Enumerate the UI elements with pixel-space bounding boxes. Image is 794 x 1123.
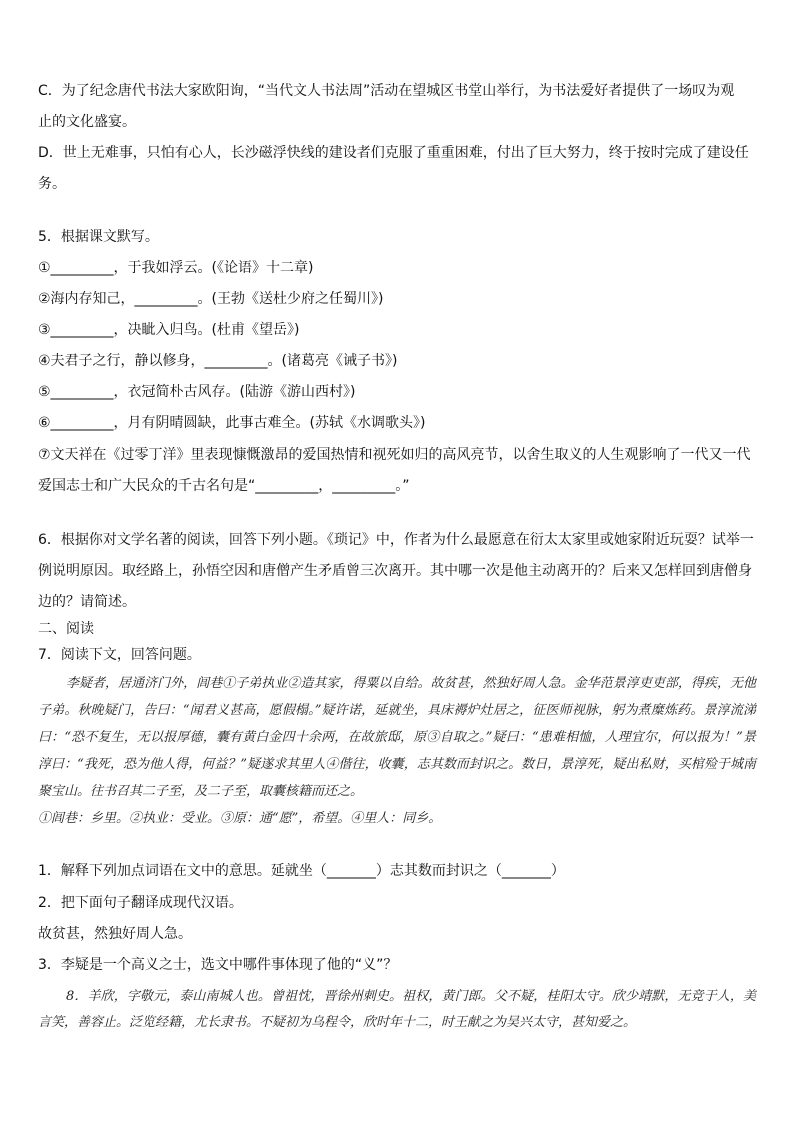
question-5-item-7-line-1: ⑦文天祥在《过零丁洋》里表现慷慨激昂的爱国热情和视死如归的高风亮节，以舍生取义的人生观影响了一代又一代 bbox=[38, 447, 751, 463]
question-5-item-6: ⑥_________，月有阴晴圆缺，此事古难全。(苏轼《水调歌头》) bbox=[38, 415, 426, 431]
question-6-line-1: 6．根据你对文学名著的阅读，回答下列小题。《琐记》中，作者为什么最愿意在衍太太家里或她家附近玩耍？试举一 bbox=[38, 532, 754, 548]
question-5-item-2: ②海内存知己，_________。(王勃《送杜少府之任蜀川》) bbox=[38, 291, 384, 307]
option-d-line-2: 务。 bbox=[38, 176, 66, 192]
question-7-sub-3: 3．李疑是一个高义之士，选文中哪件事体现了他的“义”？ bbox=[38, 957, 398, 973]
question-7-sub-2-sentence: 故贫甚，然独好周人急。 bbox=[38, 926, 192, 942]
question-7-title: 7．阅读下文，回答问题。 bbox=[38, 647, 201, 663]
classical-passage-8 bbox=[38, 984, 756, 1036]
passage-7-notes: ①闾巷：乡里。②执业：受业。③原：通“愿”，希望。④里人：同乡。 bbox=[38, 811, 442, 826]
option-c-line-2: 止的文化盛宴。 bbox=[38, 114, 136, 130]
passage-7-text: 李疑者，居通济门外，闾巷①子弟执业②造其家，得粟以自给。故贫甚，然独好周人急。金华范景淳吏吏部，得疾，无他子弟。秋晚疑门，告曰：“闻君义甚高，愿假榻。”疑许诺，延就坐，具床褥炉灶居之，征医师视脉，躬为煮糜炼药。景淳流涕曰：“恐不复生，无以报厚德，囊有黄白金四十余两，在故旅邸，原③自取之。”疑曰：“患难相恤，人理宜尔，何以报为！”景淳曰：“我死，恐为他人得，何益？”疑遂求其里人④偕往，收囊，志其数而封识之。数日，景淳死，疑出私财，买棺殓于城南聚宝山。往书召其二子至，及二子至，取囊核籍而还之。 bbox=[38, 676, 756, 799]
question-5-item-7-line-2: 爱国志士和广大民众的千古名句是“_________，_________。” bbox=[38, 478, 410, 494]
part-2-heading: 二、阅读 bbox=[38, 621, 94, 637]
question-6-line-3: 边的？请简述。 bbox=[38, 594, 136, 610]
question-7-sub-2: 2．把下面句子翻译成现代汉语。 bbox=[38, 895, 243, 911]
passage-8-text: 8．羊欣，字敬元，泰山南城人也。曾祖忱，晋徐州刺史。祖权，黄门郎。父不疑，桂阳太守。欣少靖默，无竞于人，美言笑，善容止。泛览经籍，尤长隶书。不疑初为乌程令，欣时年十二，时王献之为吴兴太守，甚知爱之。 bbox=[38, 989, 756, 1030]
option-d-line-1: D．世上无难事，只怕有心人，长沙磁浮快线的建设者们克服了重重困难，付出了巨大努力，终于按时完成了建设任 bbox=[38, 145, 749, 161]
question-5-item-1: ①_________，于我如浮云。(《论语》十二章) bbox=[38, 260, 314, 276]
classical-passage-7 bbox=[38, 670, 756, 832]
question-5-item-5: ⑤_________，衣冠简朴古风存。(陆游《游山西村》) bbox=[38, 384, 356, 400]
question-5-item-4: ④夫君子之行，静以修身，_________。(诸葛亮《诫子书》) bbox=[38, 353, 398, 369]
question-5-item-3: ③_________，决眦入归鸟。(杜甫《望岳》) bbox=[38, 322, 300, 338]
option-c-line-1: C．为了纪念唐代书法大家欧阳询，“当代文人书法周”活动在望城区书堂山举行，为书法爱好者提供了一场叹为观 bbox=[38, 83, 735, 99]
question-7-sub-1: 1．解释下列加点词语在文中的意思。延就坐（_______）志其数而封识之（_______） bbox=[38, 863, 565, 879]
question-5-title: 5．根据课文默写。 bbox=[38, 229, 159, 245]
question-6-line-2: 例说明原因。取经路上，孙悟空因和唐僧产生矛盾曾三次离开。其中哪一次是他主动离开的？后来又怎样回到唐僧身 bbox=[38, 563, 752, 579]
